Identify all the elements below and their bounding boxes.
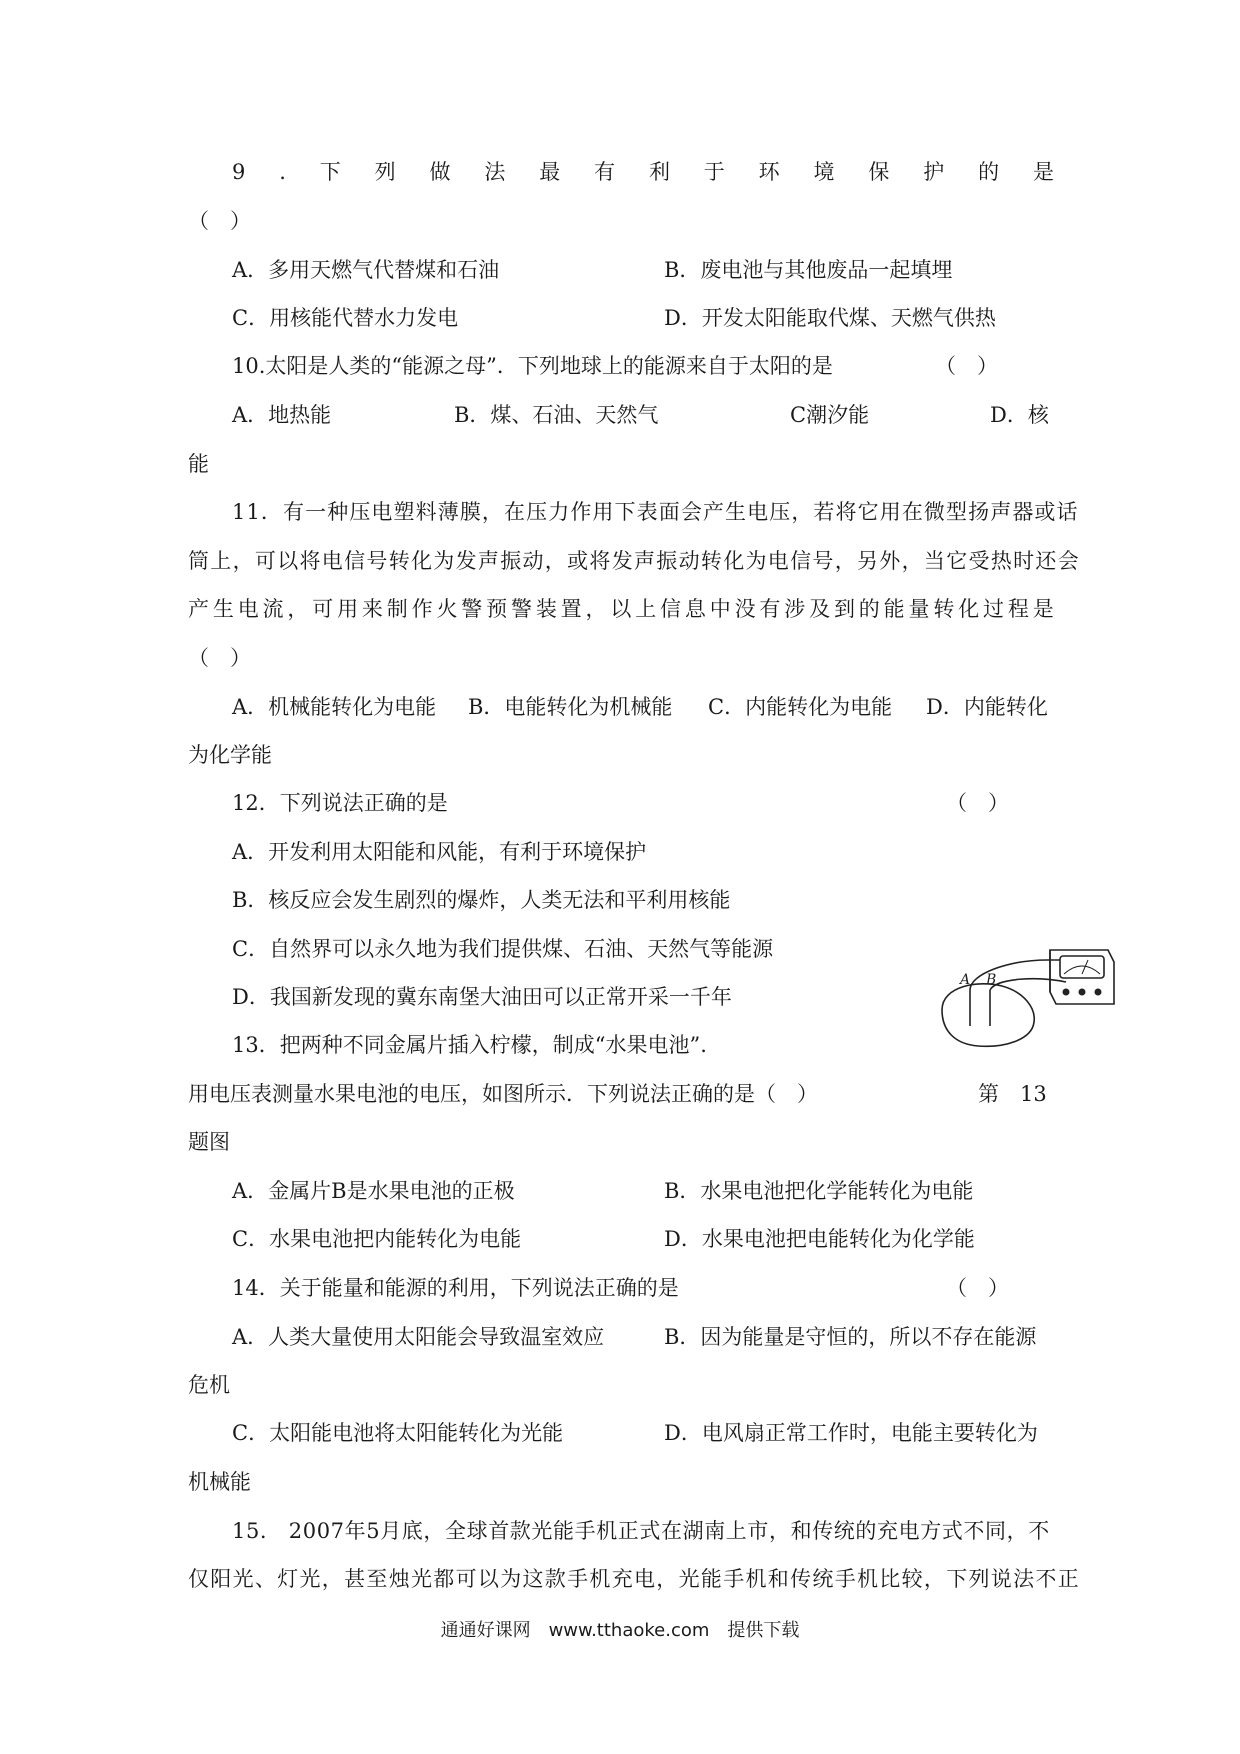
q12-option-c: C．自然界可以永久地为我们提供煤、石油、天然气等能源	[232, 937, 774, 961]
q13-option-a: A．金属片B是水果电池的正极	[232, 1179, 515, 1203]
q12-answer-paren: （ ）	[946, 791, 1009, 815]
wire-a	[970, 960, 1060, 990]
text-char: 到	[833, 597, 855, 621]
q11-option-d-wrap: 为化学能	[188, 743, 272, 767]
q14-option-d-wrap: 机械能	[188, 1470, 251, 1494]
text-char: ，	[287, 597, 309, 621]
text-char: 制	[386, 597, 408, 621]
text-char: 息	[684, 597, 706, 621]
text-char: 是	[1032, 597, 1054, 621]
text-char: 有	[759, 597, 781, 621]
q9-answer-paren: （ ）	[188, 209, 251, 233]
q14-stem: 14．关于能量和能源的利用，下列说法正确的是	[232, 1276, 679, 1300]
q9-option-d: D．开发太阳能取代煤、天燃气供热	[664, 306, 996, 330]
q13-line-2: 用电压表测量水果电池的电压，如图所示．下列说法正确的是（ ）	[188, 1082, 818, 1106]
text-char: 做	[429, 160, 451, 184]
q13-option-c: C．水果电池把内能转化为电能	[232, 1227, 522, 1251]
voltmeter-dial	[1060, 956, 1104, 978]
text-char: 于	[703, 160, 725, 184]
text-char: ，	[585, 597, 607, 621]
q15-line-2: 仅阳光、灯光，甚至烛光都可以为这款手机充电，光能手机和传统手机比较，下列说法不正	[188, 1567, 1080, 1591]
text-char: 作	[411, 597, 433, 621]
q13-figure-caption-wrap: 题图	[188, 1130, 230, 1154]
q14-option-c: C．太阳能电池将太阳能转化为光能	[232, 1421, 564, 1445]
electrode-label-a: A	[960, 972, 971, 988]
q11-line-2: 筒上，可以将电信号转化为发声振动，或将发声振动转化为电信号，另外，当它受热时还会	[188, 549, 1080, 573]
q9-option-b: B．废电池与其他废品一起填埋	[664, 258, 953, 282]
q14-option-d: D．电风扇正常工作时，电能主要转化为	[664, 1421, 1038, 1445]
text-char: 过	[983, 597, 1004, 621]
q13-option-d: D．水果电池把电能转化为化学能	[664, 1227, 975, 1251]
text-char: 用	[337, 597, 359, 621]
voltmeter-terminal-2	[1079, 989, 1086, 996]
text-char: 利	[648, 160, 670, 184]
q14-option-b: B．因为能量是守恒的，所以不存在能源	[664, 1325, 1037, 1349]
text-char: 中	[709, 597, 731, 621]
q10-option-d-wrap: 能	[188, 452, 209, 476]
text-char: 电	[237, 597, 259, 621]
q14-option-b-wrap: 危机	[188, 1373, 230, 1397]
q9-option-a: A．多用天燃气代替煤和石油	[232, 258, 500, 282]
text-char: 来	[361, 597, 383, 621]
q10-option-d: D．核	[990, 403, 1049, 427]
q11-line-3	[188, 599, 1054, 620]
q11-answer-paren: （ ）	[188, 646, 251, 670]
q9-stem	[232, 162, 1054, 183]
q11-option-b: B．电能转化为机械能	[468, 695, 673, 719]
q12-stem: 12．下列说法正确的是	[232, 791, 448, 815]
q10-stem: 10.太阳是人类的“能源之母”．下列地球上的能源来自于太阳的是	[232, 354, 833, 378]
text-char: 量	[908, 597, 930, 621]
text-char: 可	[312, 597, 334, 621]
text-char: 列	[374, 160, 396, 184]
q14-option-a: A．人类大量使用太阳能会导致温室效应	[232, 1325, 605, 1349]
text-char: 没	[734, 597, 756, 621]
text-char: 涉	[784, 597, 806, 621]
text-char: 以	[610, 597, 632, 621]
text-char: 生	[212, 597, 234, 621]
text-char: 火	[436, 597, 458, 621]
text-char: 护	[923, 160, 945, 184]
q11-option-a: A．机械能转化为电能	[232, 695, 437, 719]
text-char: 的	[858, 597, 880, 621]
page-footer: 通通好课网 www.tthaoke.com 提供下载	[440, 1620, 800, 1641]
voltmeter-terminal-3	[1095, 989, 1102, 996]
text-char: 有	[594, 160, 616, 184]
q10-answer-paren: （ ）	[935, 354, 998, 378]
q11-option-d: D．内能转化	[926, 695, 1048, 719]
text-char: 警	[461, 597, 483, 621]
text-char: 的	[978, 160, 1000, 184]
text-char: 下	[319, 160, 341, 184]
text-char: 上	[635, 597, 657, 621]
voltmeter-terminal-1	[1063, 989, 1070, 996]
text-char: 保	[868, 160, 890, 184]
q13-figure-caption: 第 13	[978, 1082, 1047, 1106]
text-char: 法	[484, 160, 506, 184]
wire-b	[990, 979, 1066, 990]
q13-line-1: 13．把两种不同金属片插入柠檬，制成“水果电池”.	[232, 1033, 707, 1057]
q9-option-c: C．用核能代替水力发电	[232, 306, 459, 330]
q11-option-c: C．内能转化为电能	[708, 695, 893, 719]
q15-line-1: 15. 2007年5月底，全球首款光能手机正式在湖南上市，和传统的充电方式不同，不	[232, 1519, 1050, 1543]
text-char: 信	[660, 597, 682, 621]
q10-option-b: B．煤、石油、天然气	[454, 403, 659, 427]
text-char: 9	[232, 160, 246, 184]
text-char: 最	[539, 160, 561, 184]
q12-option-a: A．开发利用太阳能和风能，有利于环境保护	[232, 840, 647, 864]
text-char: 产	[188, 597, 209, 621]
text-char: 程	[1007, 597, 1029, 621]
text-char: 装	[535, 597, 557, 621]
text-char: .	[279, 160, 286, 184]
lemon-shape	[942, 984, 1034, 1046]
text-char: 预	[486, 597, 508, 621]
fruit-battery-voltmeter-diagram	[938, 946, 1118, 1058]
text-char: 能	[883, 597, 905, 621]
text-char: 流	[262, 597, 284, 621]
text-char: 置	[560, 597, 582, 621]
q12-option-b: B．核反应会发生剧烈的爆炸，人类无法和平利用核能	[232, 888, 731, 912]
electrode-label-b: B	[986, 972, 997, 988]
text-char: 境	[813, 160, 835, 184]
text-char: 警	[510, 597, 532, 621]
text-char: 是	[1032, 160, 1054, 184]
text-char: 及	[809, 597, 831, 621]
text-char: 转	[933, 597, 955, 621]
text-char: 环	[758, 160, 780, 184]
text-char: 化	[958, 597, 980, 621]
q13-option-b: B．水果电池把化学能转化为电能	[664, 1179, 974, 1203]
q11-line-1: 11．有一种压电塑料薄膜，在压力作用下表面会产生电压，若将它用在微型扬声器或话	[232, 500, 1079, 524]
q10-option-c: C潮汐能	[790, 403, 870, 427]
q12-option-d: D．我国新发现的冀东南堡大油田可以正常开采一千年	[232, 985, 732, 1009]
q14-answer-paren: （ ）	[946, 1276, 1009, 1300]
q10-option-a: A．地热能	[232, 403, 332, 427]
